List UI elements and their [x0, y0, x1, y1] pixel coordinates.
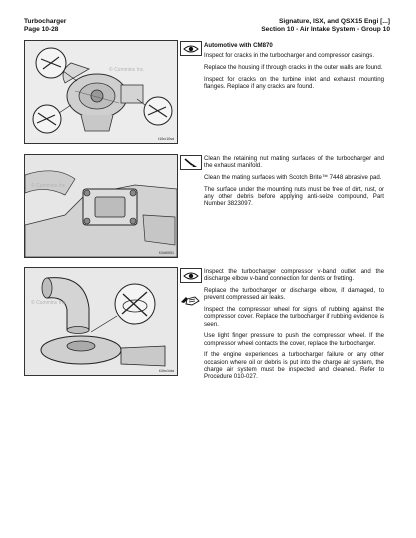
paragraph: Replace the housing if through cracks in the outer walls are found.	[204, 63, 383, 71]
paragraph: Inspect for cracks on the turbine inlet and exhaust mounting flanges. Replace if any cracks are found.	[204, 75, 384, 90]
figure-id: t10rc1nta	[159, 369, 174, 373]
section-subtitle: Automotive with CM870	[204, 42, 273, 49]
eye-icon	[183, 271, 199, 281]
paragraph: Inspect the compressor wheel for signs of rubbing against the compressor cover. Replace the turbocharger if rubbing evidence is seen.	[204, 305, 384, 328]
header-section: Section 10 - Air Intake System - Group 10	[261, 26, 390, 33]
paragraph: Replace the turbocharger or discharge elbow, if damaged, to prevent compressed air leaks.	[204, 286, 384, 302]
compressor-illustration	[25, 268, 177, 375]
clean-icon	[180, 155, 202, 170]
figure-id: t10rc10sd	[158, 137, 174, 141]
paragraph: The surface under the mounting nuts must be free of dirt, rust, or any other debris before applying anti-seize compound, Part Number 3823097.	[204, 185, 384, 208]
watermark: © Cummins Inc.	[31, 300, 67, 306]
inspect-icon	[180, 268, 202, 283]
figure-compressor-outlet	[24, 267, 178, 376]
paragraph: If the engine experiences a turbocharger failure or any other occasion where oil or debris is put into the charge air system, the charge air system must be inspected and cleaned. Refer to Procedure 010-027.	[204, 351, 384, 381]
header-page-number: Page 10-28	[24, 26, 59, 33]
scraper-icon	[183, 157, 199, 168]
turbocharger-illustration	[25, 41, 177, 143]
inspect-icon	[180, 41, 202, 56]
eye-icon	[183, 44, 199, 54]
paragraph: Inspect for cracks in the turbocharger and compressor casings.	[204, 52, 375, 60]
section-3-text	[204, 268, 384, 385]
replace-icon	[180, 295, 200, 307]
header-title: Turbocharger	[24, 18, 67, 25]
paragraph: Inspect the turbocharger compressor v-band outlet and the discharge elbow v-band connection for dents or fretting.	[204, 268, 384, 283]
watermark: © Cummins Inc.	[109, 67, 145, 73]
header-manual-title: Signature, ISX, and QSX15 Engi [...]	[278, 18, 390, 25]
watermark: © Cummins Inc.	[31, 183, 67, 189]
paragraph: Clean the retaining nut mating surfaces of the turbocharger and the exhaust manifold.	[204, 155, 384, 170]
paragraph: Clean the mating surfaces with Scotch Brite™ 7448 abrasive pad.	[204, 173, 382, 181]
figure-exhaust-manifold	[24, 154, 178, 258]
paragraph: Use light finger pressure to push the compressor wheel. If the compressor wheel contacts the cover, replace the turbocharger.	[204, 332, 384, 347]
section-2-text	[204, 155, 384, 212]
page-header-right	[261, 18, 390, 34]
replace-icon-wrap	[180, 294, 200, 306]
figure-id: f10d0001	[159, 251, 174, 255]
page-header-left	[24, 18, 66, 34]
manifold-illustration	[25, 155, 177, 257]
section-1-text	[204, 42, 384, 95]
figure-turbocharger-casing	[24, 40, 178, 144]
